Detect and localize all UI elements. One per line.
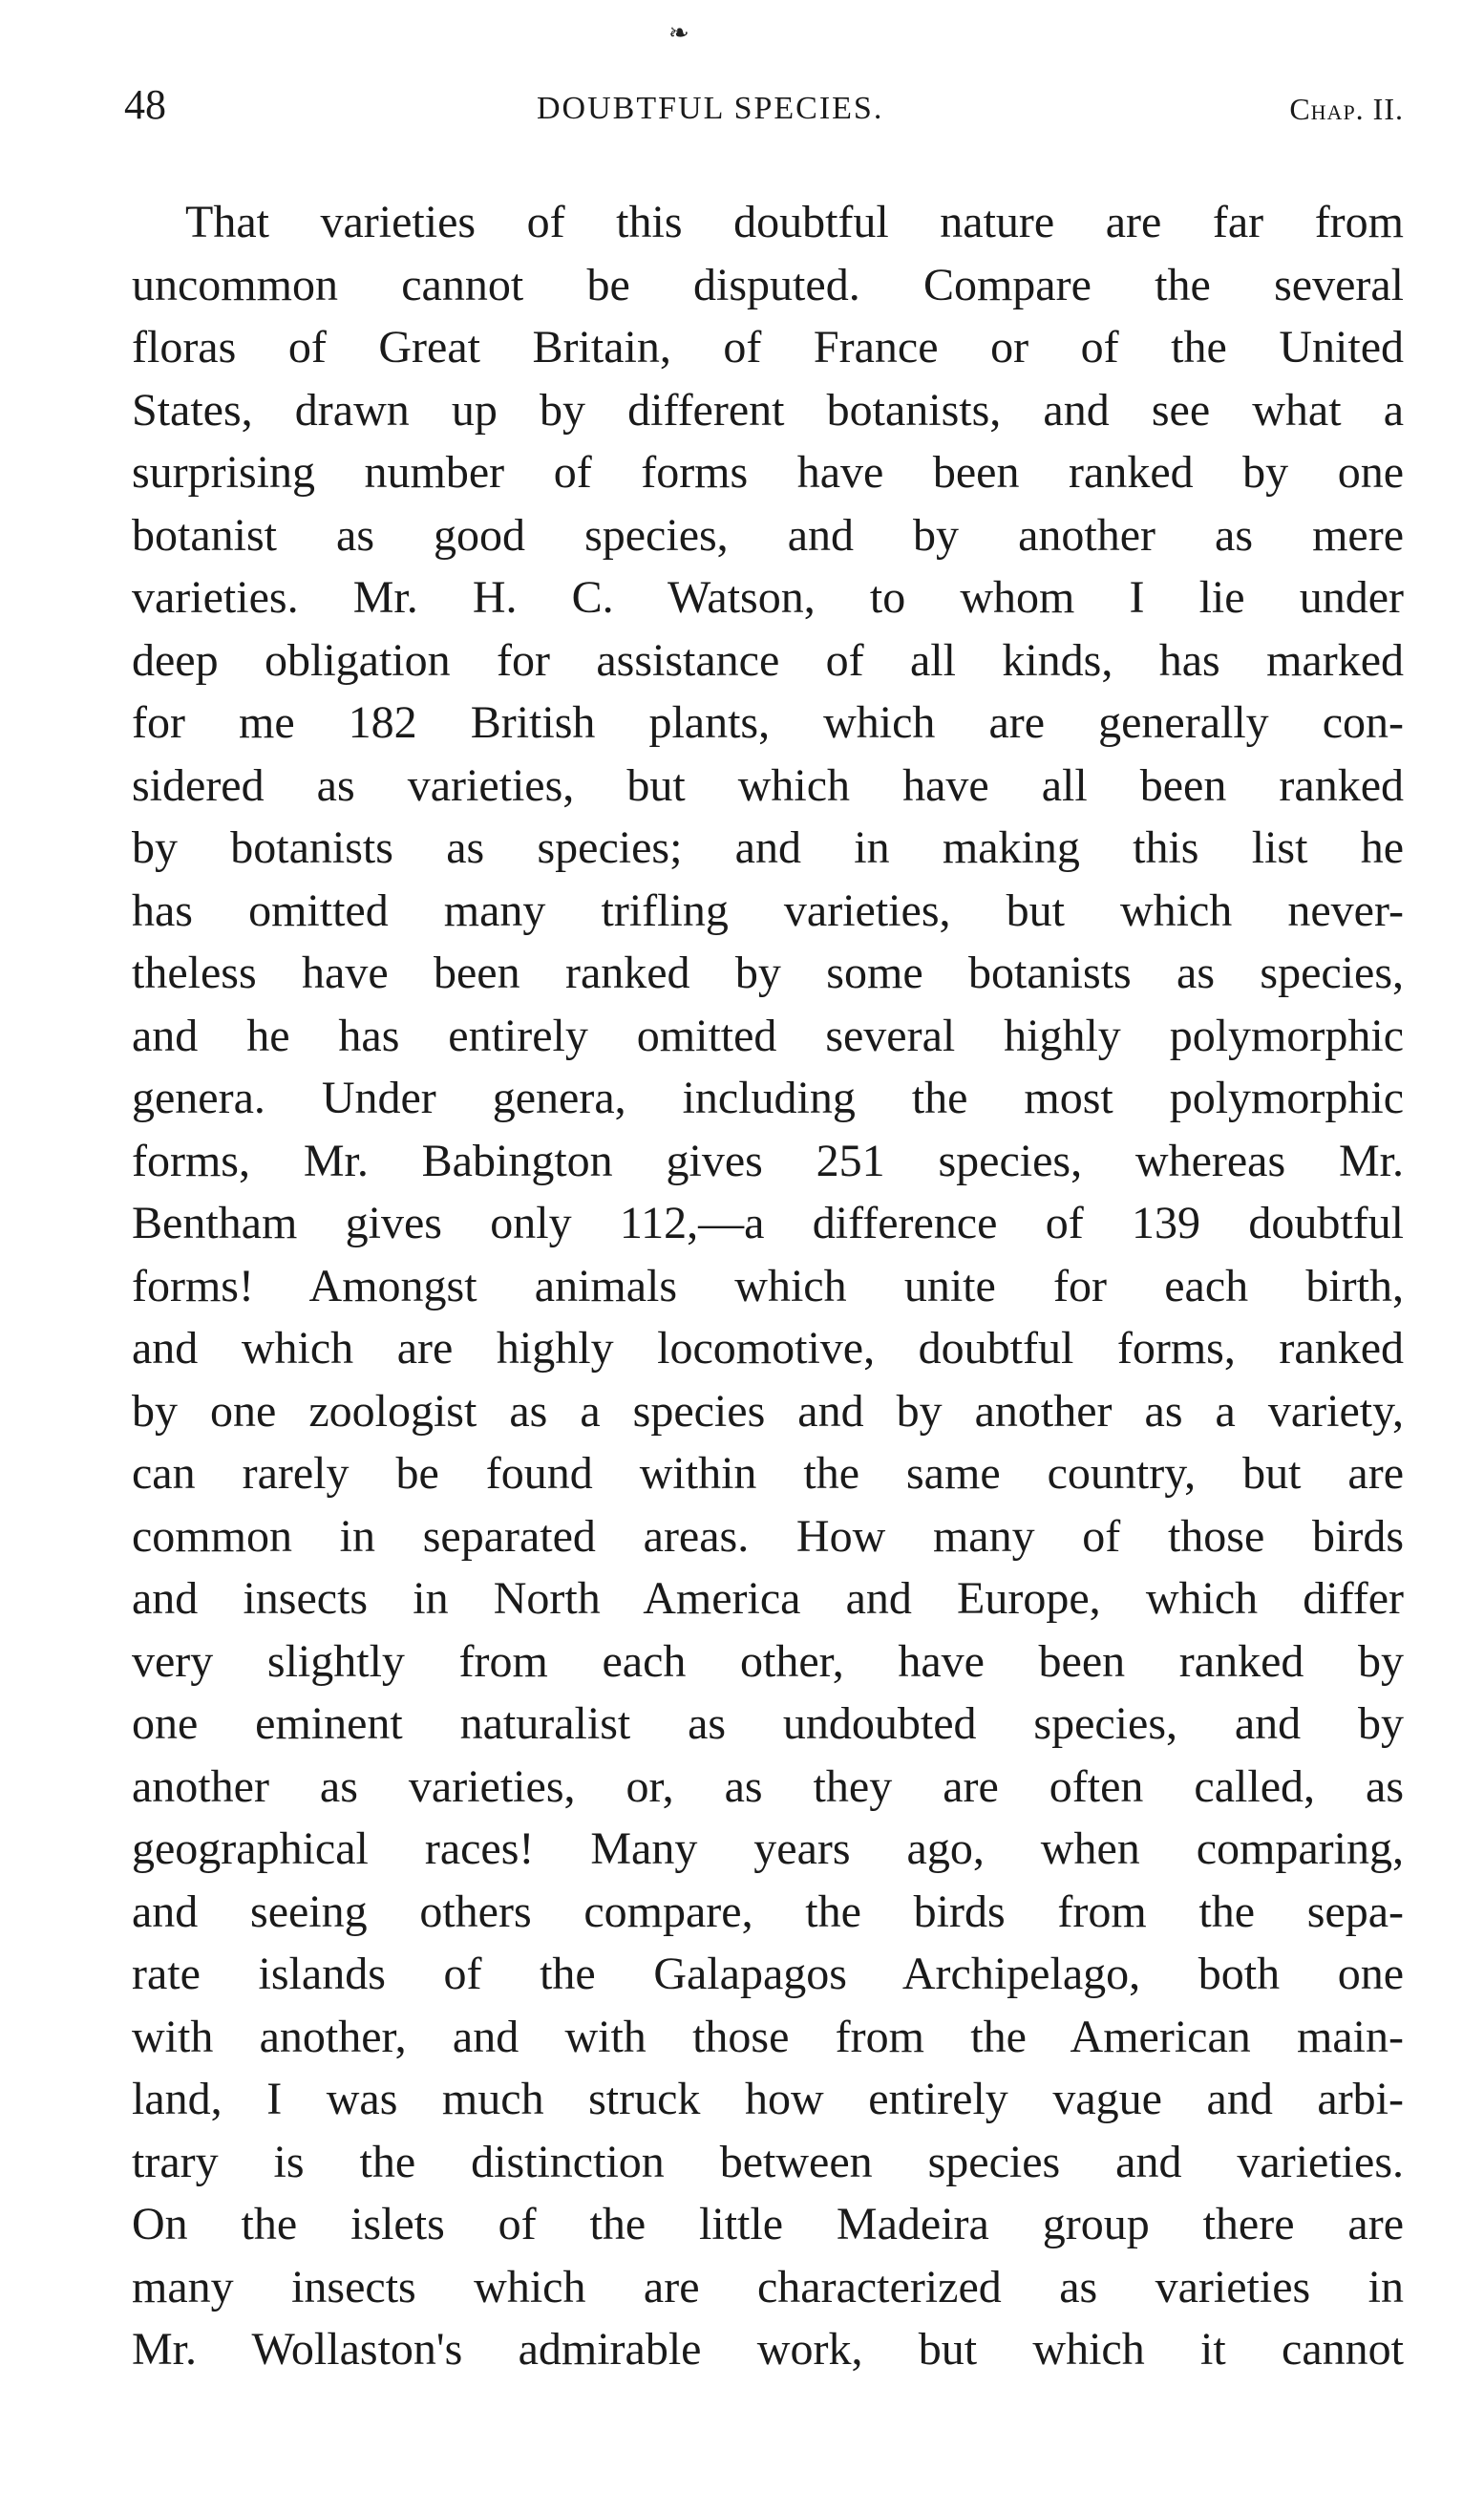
text-line: by one zoologist as a species and by another as a variety, <box>132 1385 1404 1437</box>
text-line: trary is the distinction between species and varieties. <box>132 2136 1404 2187</box>
text-line: uncommon cannot be disputed. Compare the several <box>132 259 1404 310</box>
text-line: one eminent naturalist as undoubted species, and by <box>132 1698 1404 1749</box>
text-line: sidered as varieties, but which have all been ranked <box>132 759 1404 811</box>
text-line: Mr. Wollaston's admirable work, but which it cannot <box>132 2324 1404 2375</box>
text-line: with another, and with those from the American main- <box>132 2011 1404 2062</box>
text-line: rate islands of the Galapagos Archipelago, both one <box>132 1949 1404 1999</box>
text-line: for me 182 British plants, which are generally con- <box>132 697 1404 748</box>
text-line: and seeing others compare, the birds from the sepa- <box>132 1886 1404 1937</box>
text-line: can rarely be found within the same country, but are <box>132 1448 1404 1499</box>
body-paragraph <box>132 191 1404 2381</box>
text-line: and insects in North America and Europe, which differ <box>132 1573 1404 1624</box>
text-line: On the islets of the little Madeira group there are <box>132 2199 1404 2249</box>
text-line: by botanists as species; and in making this list he <box>132 822 1404 873</box>
text-line: very slightly from each other, have been ranked by <box>132 1635 1404 1687</box>
text-line: botanist as good species, and by another as mere <box>132 509 1404 561</box>
text-line: theless have been ranked by some botanists as species, <box>132 948 1404 998</box>
text-line: varieties. Mr. H. C. Watson, to whom I lie under <box>132 572 1404 623</box>
text-line: Bentham gives only 112,—a difference of 139 doubtful <box>132 1198 1404 1248</box>
text-line: another as varieties, or, as they are often called, as <box>132 1760 1404 1812</box>
text-line: forms, Mr. Babington gives 251 species, whereas Mr. <box>132 1135 1404 1186</box>
text-line: forms! Amongst animals which unite for each birth, <box>132 1260 1404 1311</box>
chapter-label: Chap. II. <box>1289 92 1404 126</box>
text-line: surprising number of forms have been ranked by one <box>132 447 1404 498</box>
text-line: many insects which are characterized as varieties in <box>132 2261 1404 2312</box>
text-line: land, I was much struck how entirely vague and arbi- <box>132 2074 1404 2124</box>
text-line: has omitted many trifling varieties, but which never- <box>132 884 1404 936</box>
text-line: floras of Great Britain, of France or of the United <box>132 322 1404 373</box>
text-line: common in separated areas. How many of those birds <box>132 1510 1404 1562</box>
text-line: That varieties of this doubtful nature are far from <box>185 197 1404 247</box>
text-line: geographical races! Many years ago, when comparing, <box>132 1823 1404 1874</box>
text-line: States, drawn up by different botanists, and see what a <box>132 384 1404 436</box>
text-line: deep obligation for assistance of all kinds, has marked <box>132 634 1404 686</box>
page-number: 48 <box>124 81 166 128</box>
text-line: genera. Under genera, including the most polymorphic <box>132 1073 1404 1123</box>
running-head: DOUBTFUL SPECIES. <box>537 91 884 126</box>
text-line: and which are highly locomotive, doubtful forms, ranked <box>132 1323 1404 1374</box>
page-ornament: ❧ <box>668 19 689 47</box>
text-line: and he has entirely omitted several highly polymorphic <box>132 1010 1404 1061</box>
page-header <box>124 78 1404 136</box>
